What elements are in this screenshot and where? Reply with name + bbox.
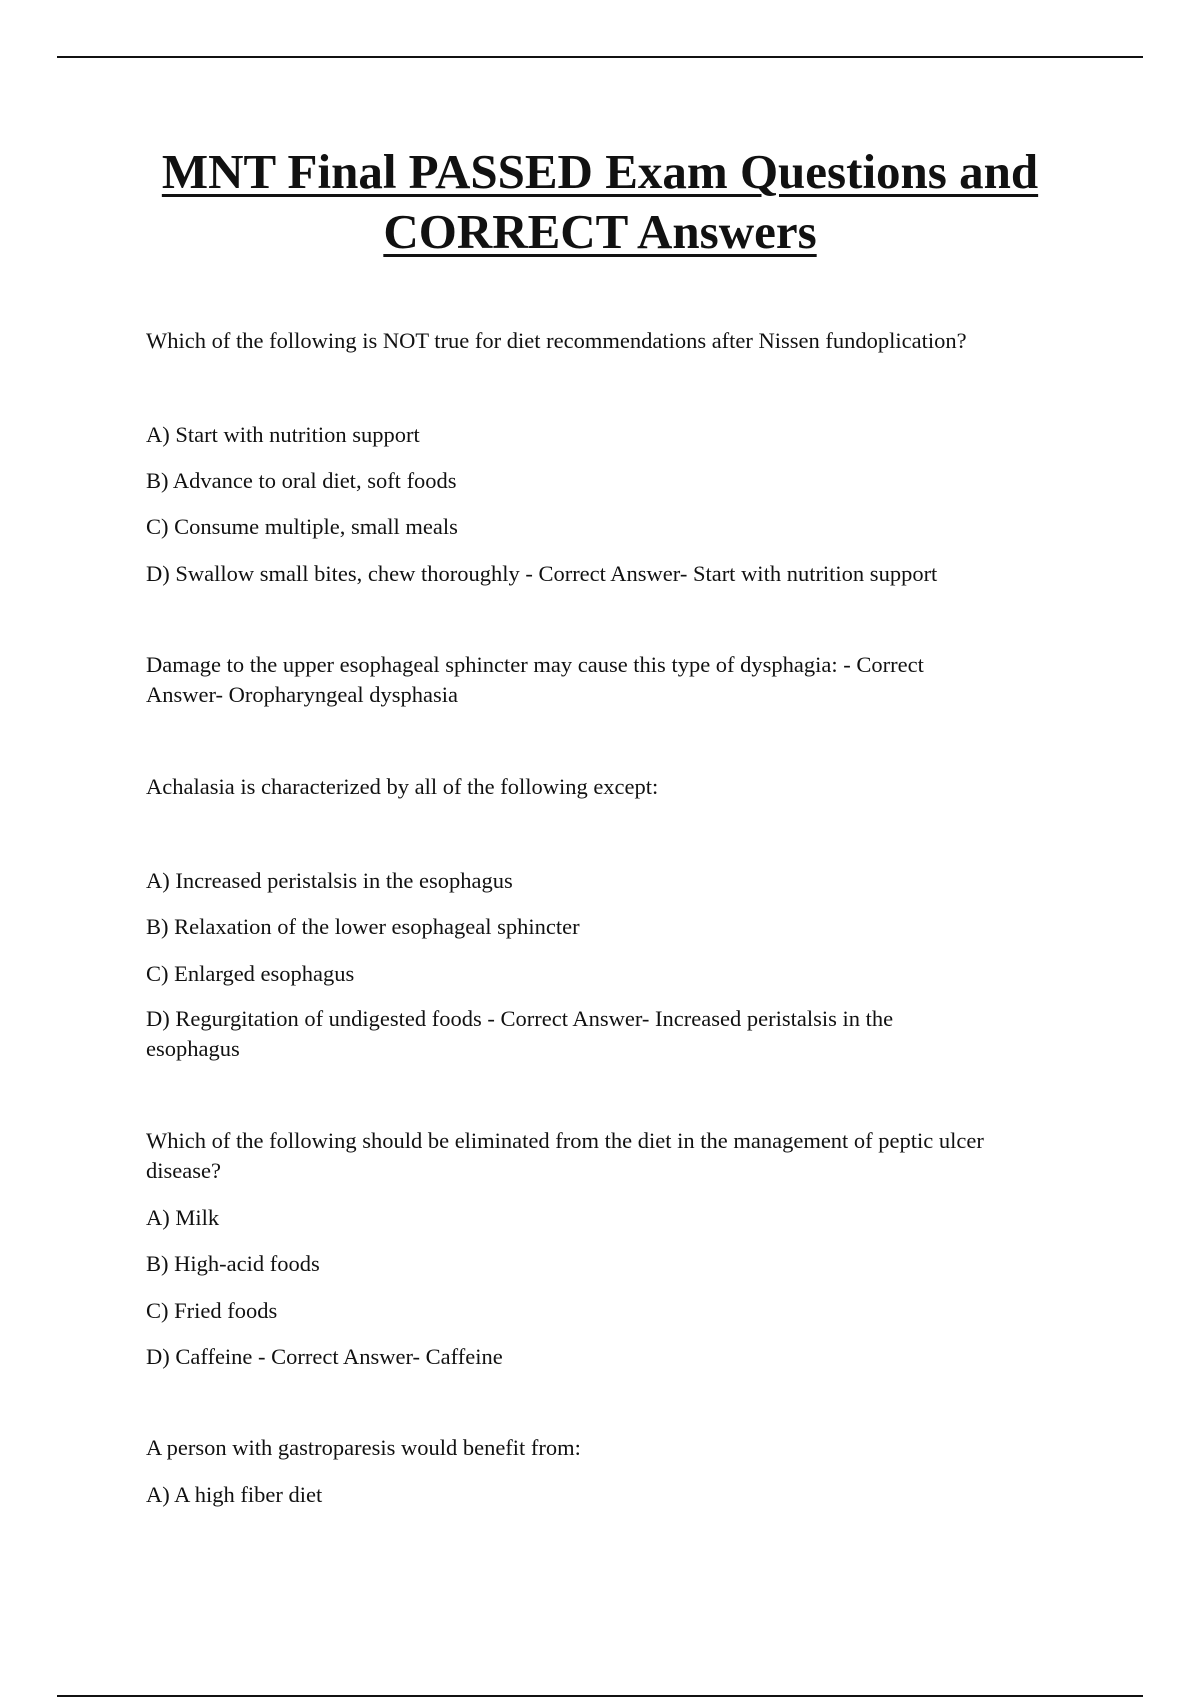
title-line-1: MNT Final PASSED Exam Questions and (161, 144, 1039, 199)
question-1-prompt: Which of the following is NOT true for diet recommendations after Nissen fundoplication? (146, 328, 967, 353)
title-line-2: CORRECT Answers (383, 204, 817, 259)
question-3-option-d-continuation: esophagus (146, 1036, 240, 1061)
question-4-option-a: A) Milk (146, 1205, 220, 1230)
question-1-option-c: C) Consume multiple, small meals (146, 514, 458, 539)
header-rule (57, 56, 1143, 58)
question-4-option-d: D) Caffeine - Correct Answer- Caffeine (146, 1344, 503, 1369)
question-5-option-a: A) A high fiber diet (146, 1482, 323, 1507)
question-3-option-d: D) Regurgitation of undigested foods - Correct Answer- Increased peristalsis in the (146, 1006, 894, 1031)
question-3-option-a: A) Increased peristalsis in the esophagus (146, 868, 513, 893)
question-1-option-a: A) Start with nutrition support (146, 422, 420, 447)
question-2-prompt-line-1: Damage to the upper esophageal sphincter may cause this type of dysphagia: - Correct (146, 652, 924, 677)
question-4-option-c: C) Fried foods (146, 1298, 278, 1323)
question-4-prompt-line-1: Which of the following should be eliminated from the diet in the management of peptic ulcer (146, 1128, 984, 1153)
question-1-option-b: B) Advance to oral diet, soft foods (146, 468, 457, 493)
question-3-option-b: B) Relaxation of the lower esophageal sphincter (146, 914, 580, 939)
question-2-prompt-line-2: Answer- Oropharyngeal dysphasia (146, 682, 458, 707)
question-4-option-b: B) High-acid foods (146, 1251, 320, 1276)
question-5-prompt: A person with gastroparesis would benefit from: (146, 1435, 581, 1460)
footer-rule (57, 1695, 1143, 1697)
question-1-option-d: D) Swallow small bites, chew thoroughly - Correct Answer- Start with nutrition support (146, 561, 938, 586)
question-3-prompt: Achalasia is characterized by all of the following except: (146, 774, 659, 799)
question-3-option-c: C) Enlarged esophagus (146, 961, 355, 986)
document-title (100, 142, 1100, 262)
question-4-prompt-line-2: disease? (146, 1158, 221, 1183)
